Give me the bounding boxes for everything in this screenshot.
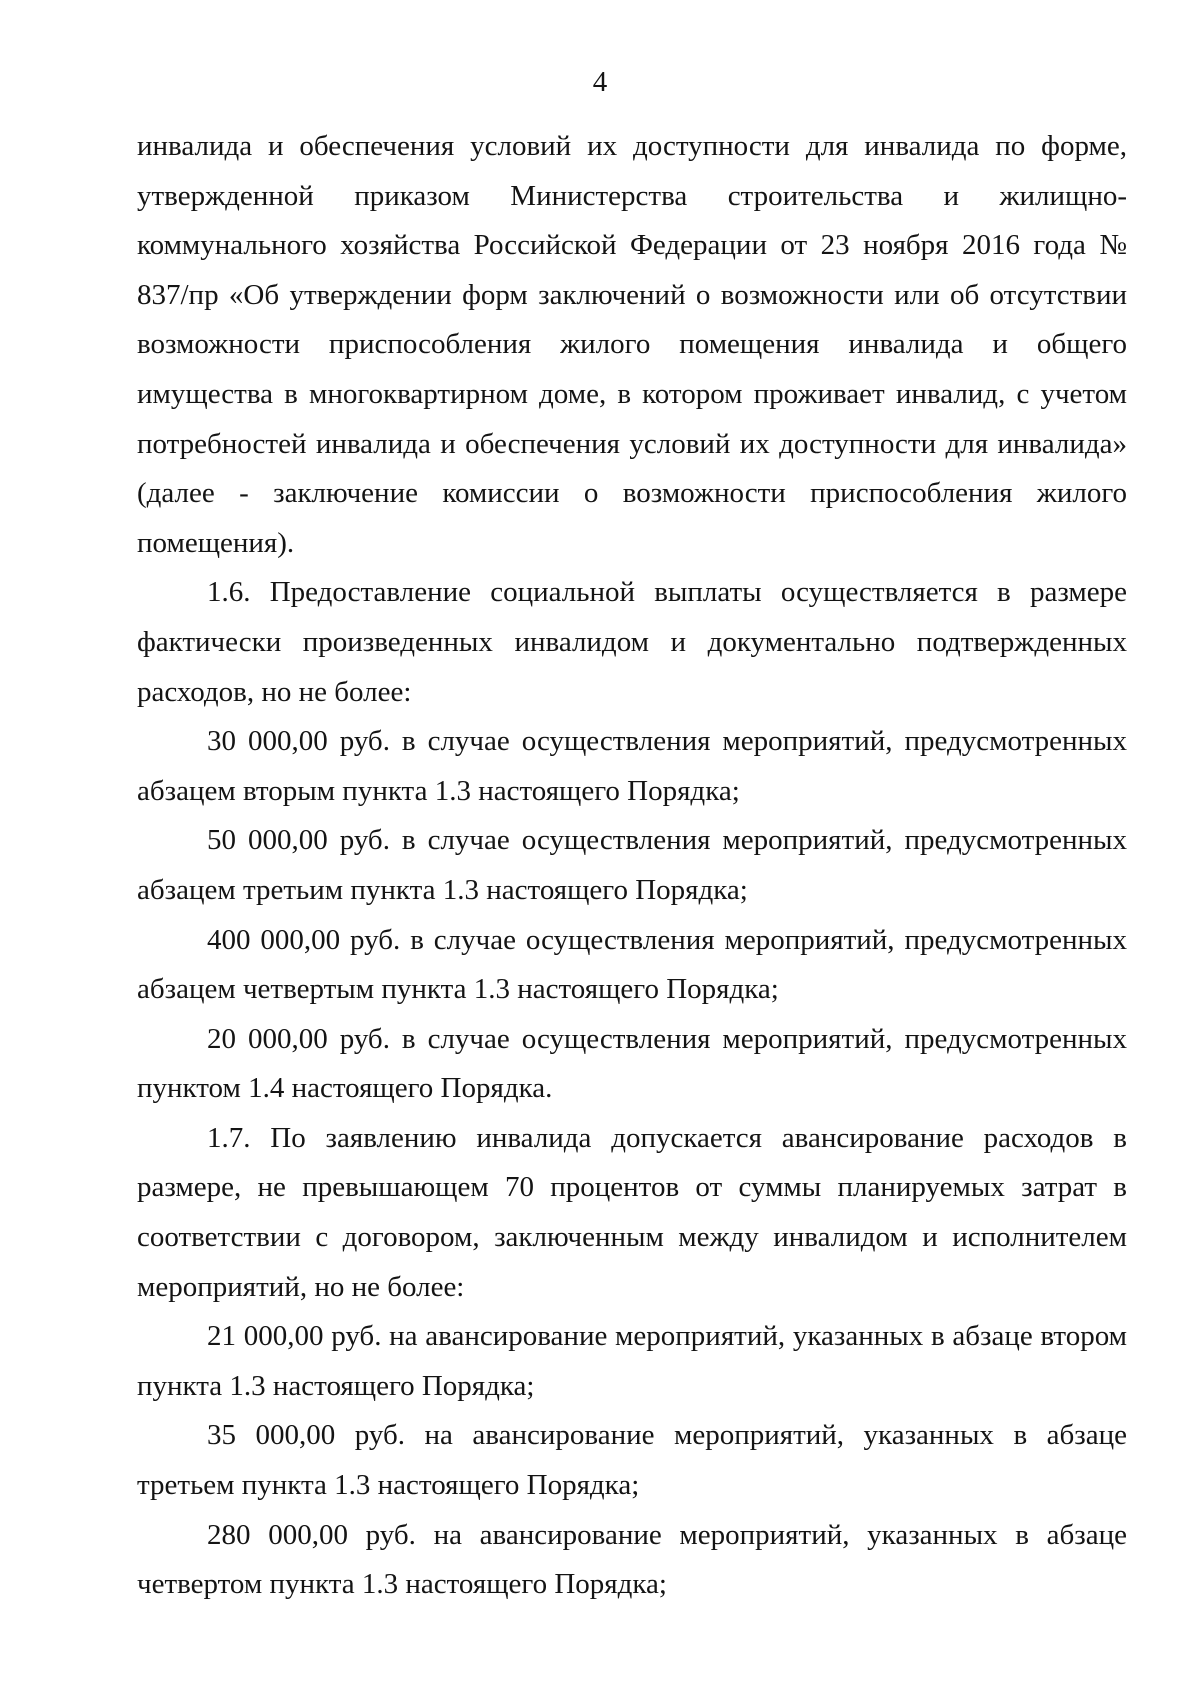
paragraph-limit-400000: 400 000,00 руб. в случае осуществления мероприятий, предусмотренных абзацем четвертым пункта 1.3 настоящего Порядка;: [137, 923, 1127, 1006]
paragraph-limit-20000: 20 000,00 руб. в случае осуществления мероприятий, предусмотренных пунктом 1.4 настоящего Порядка.: [137, 1022, 1127, 1105]
paragraph-continuation: инвалида и обеспечения условий их доступности для инвалида по форме, утвержденной приказом Министерства строительства и жилищно-коммунального хозяйства Российской Федерации от 23 ноября 2016 года № 837/пр «Об утверждении форм заключений о возможности или об отсутствии возможности приспособления жилого помещения инвалида и общего имущества в многоквартирном доме, в котором проживает инвалид, с учетом потребностей инвалида и обеспечения условий их доступности для инвалида» (далее - заключение комиссии о возможности приспособления жилого помещения).: [137, 130, 1127, 559]
paragraph-limit-30000: 30 000,00 руб. в случае осуществления мероприятий, предусмотренных абзацем вторым пункта 1.3 настоящего Порядка;: [137, 725, 1127, 807]
paragraph-advance-280000: 280 000,00 руб. на авансирование мероприятий, указанных в абзаце четвертом пункта 1.3 настоящего Порядка;: [137, 1518, 1127, 1601]
page-number: 4: [592, 66, 608, 98]
paragraph-1-7: 1.7. По заявлению инвалида допускается авансирование расходов в размере, не превышающем 70 процентов от суммы планируемых затрат в соответствии с договором, заключенным между инвалидом и исполнителем мероприятий, но не более:: [137, 1121, 1127, 1303]
paragraph-1-6: 1.6. Предоставление социальной выплаты осуществляется в размере фактически произведенных инвалидом и документально подтвержденных расходов, но не более:: [137, 576, 1127, 708]
paragraph-limit-50000: 50 000,00 руб. в случае осуществления мероприятий, предусмотренных абзацем третьим пункта 1.3 настоящего Порядка;: [137, 824, 1127, 906]
paragraph-advance-35000: 35 000,00 руб. на авансирование мероприятий, указанных в абзаце третьем пункта 1.3 настоящего Порядка;: [137, 1419, 1127, 1502]
document-body: [137, 122, 1127, 1610]
paragraph-advance-21000: 21 000,00 руб. на авансирование мероприятий, указанных в абзаце втором пункта 1.3 настоящего Порядка;: [137, 1320, 1127, 1402]
